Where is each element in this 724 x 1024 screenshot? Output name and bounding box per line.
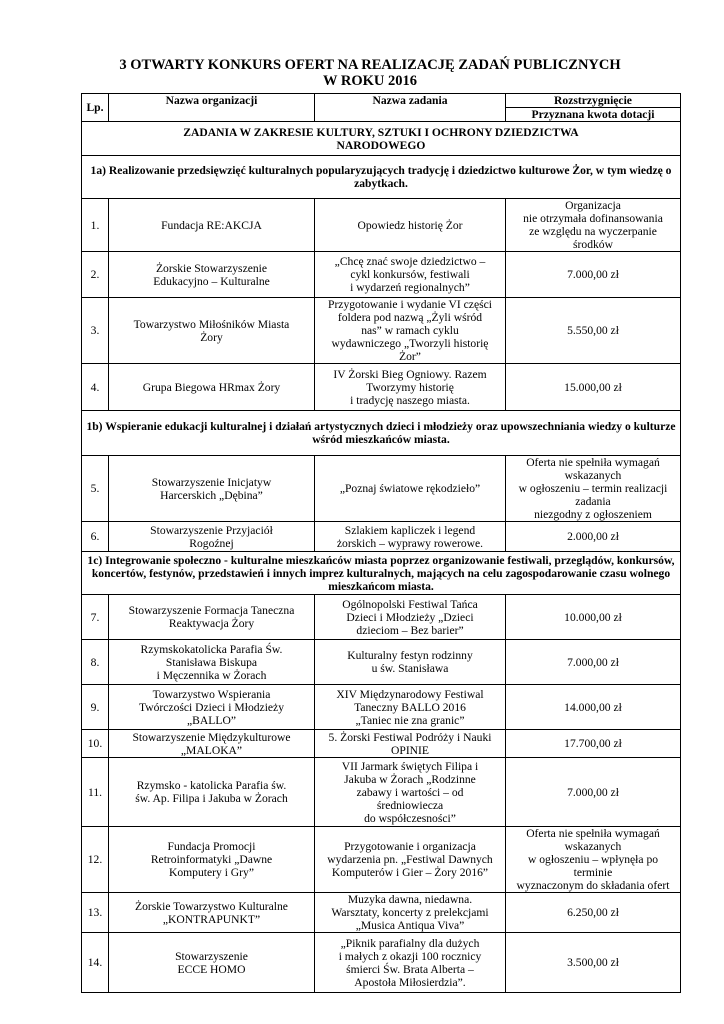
organization-line: Rzymskokatolicka Parafia Św. xyxy=(140,642,283,656)
row-organization xyxy=(109,298,315,364)
table-row xyxy=(82,199,681,252)
amount-line: ze względu na wyczerpanie środków xyxy=(529,225,657,251)
table-row xyxy=(82,252,681,298)
row-task xyxy=(315,933,506,993)
task-line: Komputerów i Gier – Żory 2016” xyxy=(331,866,489,879)
organization-line: i Męczennika w Żorach xyxy=(156,668,267,682)
organization-line: św. Ap. Filipa i Jakuba w Żorach xyxy=(135,792,288,805)
table-row xyxy=(82,298,681,364)
row-organization xyxy=(109,456,315,522)
task-line: OPINIE xyxy=(391,743,429,757)
section-heading xyxy=(82,122,681,156)
task-line: „Musica Antiqua Viva” xyxy=(355,919,465,932)
row-amount xyxy=(506,522,681,552)
amount-line: niezgodny z ogłoszeniem xyxy=(534,508,652,521)
title-line-2: W ROKU 2016 xyxy=(323,73,417,89)
amount-line: 6.250,00 zł xyxy=(567,906,619,919)
row-amount xyxy=(506,685,681,730)
task-line: i małych z okazji 100 rocznicy xyxy=(338,949,482,963)
task-line: Muzyka dawna, niedawna. xyxy=(347,893,473,906)
row-task xyxy=(315,640,506,685)
task-line: Opowiedz historię Żor xyxy=(357,218,463,232)
task-line: „Piknik parafialny dla dużych xyxy=(340,936,480,950)
row-task xyxy=(315,364,506,411)
row-organization xyxy=(109,522,315,552)
header-amount: Przyznana kwota dotacji xyxy=(506,108,681,122)
row-task xyxy=(315,456,506,522)
row-task xyxy=(315,730,506,758)
row-organization xyxy=(109,685,315,730)
amount-line: w ogłoszeniu – wpłynęła po terminie xyxy=(527,853,659,879)
row-organization xyxy=(109,730,315,758)
row-organization xyxy=(109,758,315,827)
task-line: Tworzymy historię xyxy=(366,380,454,394)
row-amount xyxy=(506,893,681,933)
row-amount xyxy=(506,595,681,640)
table-row xyxy=(82,758,681,827)
row-lp: 2. xyxy=(82,252,109,298)
organization-line: Harcerskich „Dębina” xyxy=(160,488,263,502)
row-lp: 12. xyxy=(82,827,109,893)
row-organization xyxy=(109,252,315,298)
task-line: dzieciom – Bez barier” xyxy=(356,623,464,637)
task-line: śmierci Św. Brata Alberta – xyxy=(346,962,474,976)
row-organization xyxy=(109,640,315,685)
organization-line: Żory xyxy=(200,330,223,344)
row-organization xyxy=(109,364,315,411)
header-organization: Nazwa organizacji xyxy=(109,94,315,122)
table-row xyxy=(82,595,681,640)
table-row xyxy=(82,933,681,993)
row-amount xyxy=(506,298,681,364)
organization-line: Retroinformatyki „Dawne xyxy=(150,853,273,866)
task-line: Szlakiem kapliczek i legend xyxy=(344,523,476,537)
header-result: Rozstrzygnięcie xyxy=(506,94,681,108)
organization-line: Twórczości Dzieci i Młodzieży xyxy=(138,700,285,714)
task-line: wydawniczego „Tworzyli historię xyxy=(331,337,489,350)
table-row xyxy=(82,522,681,552)
organization-line: Fundacja Promocji xyxy=(167,840,256,853)
task-line: Dzieci i Młodzieży „Dzieci xyxy=(346,610,474,624)
task-line: średniowiecza xyxy=(376,798,444,812)
organization-line: „KONTRAPUNKT” xyxy=(162,912,261,926)
table-row xyxy=(82,893,681,933)
amount-line: 2.000,00 zł xyxy=(567,530,619,543)
task-line: Ogólnopolski Festiwal Tańca xyxy=(342,597,478,611)
amount-line: 5.550,00 zł xyxy=(567,324,619,337)
organization-line: Rzymsko - katolicka Parafia św. xyxy=(136,779,287,792)
task-line: Taneczny BALLO 2016 xyxy=(354,700,466,714)
task-line: IV Żorski Bieg Ogniowy. Razem xyxy=(333,367,487,381)
amount-line: Oferta nie spełniła wymagań wskazanych xyxy=(526,827,660,853)
row-amount xyxy=(506,199,681,252)
row-lp: 5. xyxy=(82,456,109,522)
organization-line: Towarzystwo Miłośników Miasta xyxy=(133,317,290,331)
title-line-1: 3 OTWARTY KONKURS OFERT NA REALIZACJĘ ZADAŃ PUBLICZNYCH xyxy=(119,57,621,73)
task-line: Kulturalny festyn rodzinny xyxy=(347,649,473,662)
task-line: VII Jarmark świętych Filipa i xyxy=(341,759,479,773)
row-organization xyxy=(109,199,315,252)
organization-line: Grupa Biegowa HRmax Żory xyxy=(142,380,281,394)
document-title xyxy=(60,57,680,89)
task-line: 5. Żorski Festiwal Podróży i Nauki xyxy=(328,730,492,744)
task-line: Warsztaty, koncerty z prelekcjami xyxy=(331,906,489,919)
task-line: i tradycję naszego miasta. xyxy=(350,393,470,407)
organization-line: Stowarzyszenie Przyjaciół xyxy=(150,523,273,537)
organization-line: Komputery i Gry” xyxy=(168,866,254,879)
row-amount xyxy=(506,730,681,758)
row-lp: 6. xyxy=(82,522,109,552)
organization-line: Stowarzyszenie xyxy=(175,949,248,963)
task-line: foldera pod nazwą „Żyli wśród xyxy=(337,311,483,324)
organization-line: Edukacyjno – Kulturalne xyxy=(153,274,270,288)
amount-line: wyznaczonym do składania ofert xyxy=(516,879,670,892)
row-amount xyxy=(506,758,681,827)
task-line: Przygotowanie i wydanie VI części xyxy=(328,298,492,311)
amount-line: 14.000,00 zł xyxy=(564,700,622,714)
subsection-1b: 1b) Wspieranie edukacji kulturalnej i działań artystycznych dzieci i młodzieży oraz upowszechniania wiedzy o kulturze wśród mieszkańców miasta. xyxy=(82,411,681,456)
header-task: Nazwa zadania xyxy=(315,94,506,122)
row-task xyxy=(315,893,506,933)
row-task xyxy=(315,199,506,252)
organization-line: „BALLO” xyxy=(187,713,236,727)
row-lp: 11. xyxy=(82,758,109,827)
row-organization xyxy=(109,595,315,640)
table-row xyxy=(82,827,681,893)
organization-line: Towarzystwo Wspierania xyxy=(152,687,271,701)
row-task xyxy=(315,252,506,298)
amount-line: Organizacja xyxy=(565,199,621,212)
organization-line: Reaktywacja Żory xyxy=(168,617,255,630)
row-task xyxy=(315,685,506,730)
table-row xyxy=(82,640,681,685)
task-line: do współczesności” xyxy=(364,811,456,825)
task-line: nas” w ramach cyklu xyxy=(361,324,459,337)
task-line: XIV Międzynarodowy Festiwal xyxy=(336,687,484,701)
task-line: „Poznaj światowe rękodzieło” xyxy=(339,482,481,495)
grants-table xyxy=(81,93,681,993)
amount-line: 7.000,00 zł xyxy=(567,268,619,281)
organization-line: Żorskie Towarzystwo Kulturalne xyxy=(135,899,288,913)
task-line: Przygotowanie i organizacja xyxy=(344,840,476,853)
row-amount xyxy=(506,456,681,522)
row-lp: 3. xyxy=(82,298,109,364)
amount-line: w ogłoszeniu – termin realizacji zadania xyxy=(518,482,668,508)
task-line: Żor” xyxy=(399,350,421,363)
task-line: cykl konkursów, festiwali xyxy=(350,268,470,281)
organization-line: Stowarzyszenie Międzykulturowe xyxy=(132,730,291,744)
amount-line: 10.000,00 zł xyxy=(564,610,622,624)
organization-line: Stowarzyszenie Inicjatyw xyxy=(151,475,272,489)
organization-line: Rogoźnej xyxy=(189,536,234,550)
section-heading-line-1: ZADANIA W ZAKRESIE KULTURY, SZTUKI I OCHRONY DZIEDZICTWA xyxy=(183,125,579,139)
amount-line: 7.000,00 zł xyxy=(567,655,619,669)
row-task xyxy=(315,522,506,552)
row-lp: 9. xyxy=(82,685,109,730)
organization-line: Stanisława Biskupa xyxy=(165,655,258,669)
task-line: żorskich – wyprawy rowerowe. xyxy=(336,536,484,550)
row-task xyxy=(315,595,506,640)
task-line: Apostoła Miłosierdzia”. xyxy=(354,975,466,989)
row-lp: 7. xyxy=(82,595,109,640)
row-lp: 10. xyxy=(82,730,109,758)
row-organization xyxy=(109,933,315,993)
table-row xyxy=(82,456,681,522)
task-line: zabawy i wartości – od xyxy=(356,785,464,799)
row-amount xyxy=(506,252,681,298)
amount-line: 7.000,00 zł xyxy=(567,785,619,799)
table-row xyxy=(82,364,681,411)
row-lp: 14. xyxy=(82,933,109,993)
amount-line: 17.700,00 zł xyxy=(564,737,622,750)
row-amount xyxy=(506,827,681,893)
organization-line: ECCE HOMO xyxy=(177,962,246,976)
row-lp: 4. xyxy=(82,364,109,411)
row-task xyxy=(315,827,506,893)
amount-line: nie otrzymała dofinansowania xyxy=(523,212,663,225)
amount-line: 3.500,00 zł xyxy=(567,956,619,969)
task-line: u św. Stanisława xyxy=(371,662,449,675)
row-organization xyxy=(109,827,315,893)
table-row xyxy=(82,730,681,758)
amount-line: Oferta nie spełniła wymagań wskazanych xyxy=(526,456,660,482)
row-task xyxy=(315,298,506,364)
header-lp: Lp. xyxy=(82,94,109,122)
row-organization xyxy=(109,893,315,933)
subsection-1c: 1c) Integrowanie społeczno - kulturalne mieszkańców miasta poprzez organizowanie festiwali, przeglądów, konkursów, koncertów, festynów, przedstawień i innych imprez kulturalnych, mających na celu zagospodarowanie czasu wolnego mieszkańcom miasta. xyxy=(82,552,681,595)
section-heading-line-2: NARODOWEGO xyxy=(336,138,426,152)
organization-line: Żorskie Stowarzyszenie xyxy=(155,261,268,275)
row-task xyxy=(315,758,506,827)
task-line: „Chcę znać swoje dziedzictwo – xyxy=(334,255,486,268)
organization-line: „MALOKA” xyxy=(180,743,243,757)
table-row xyxy=(82,685,681,730)
task-line: i wydarzeń regionalnych” xyxy=(350,281,470,294)
task-line: wydarzenia pn. „Festiwal Dawnych xyxy=(327,853,493,866)
row-lp: 13. xyxy=(82,893,109,933)
task-line: Jakuba w Żorach „Rodzinne xyxy=(344,772,476,786)
organization-line: Fundacja RE:AKCJA xyxy=(161,218,262,232)
row-amount xyxy=(506,933,681,993)
row-lp: 1. xyxy=(82,199,109,252)
organization-line: Stowarzyszenie Formacja Taneczna xyxy=(128,604,295,617)
task-line: „Taniec nie zna granic” xyxy=(355,713,465,727)
subsection-1a: 1a) Realizowanie przedsięwzięć kulturalnych popularyzujących tradycję i dziedzictwo kulturowe Żor, w tym wiedzę o zabytkach. xyxy=(82,156,681,199)
row-lp: 8. xyxy=(82,640,109,685)
row-amount xyxy=(506,640,681,685)
amount-line: 15.000,00 zł xyxy=(564,380,622,394)
row-amount xyxy=(506,364,681,411)
